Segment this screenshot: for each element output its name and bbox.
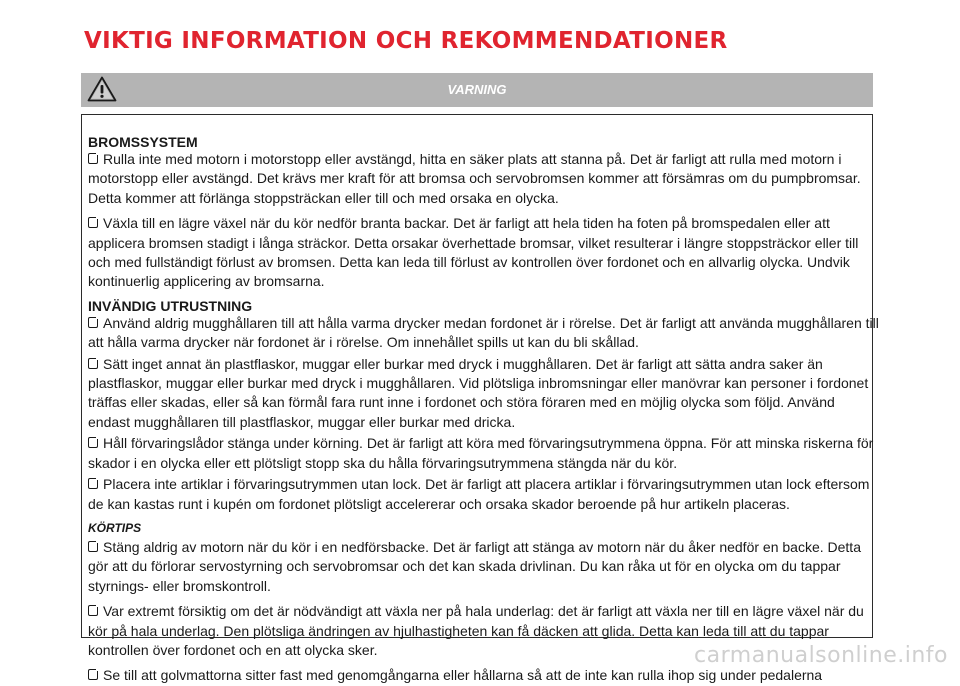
checkbox-bullet-icon [88, 437, 98, 448]
paragraph [88, 434, 880, 473]
section-heading-kortips: KÖRTIPS [88, 520, 142, 535]
paragraph-line: Detta kommer att förlänga stoppsträckan eller till och med orsaka en olycka. [88, 189, 559, 206]
paragraph-line: Sätt inget annat än plastflaskor, muggar eller burkar med dryck i mugghållaren. Det är farligt att sätta andra saker än [103, 355, 823, 372]
paragraph-line: motorstopp eller avstängd. Det krävs mer kraft för att bromsa och servobromsen kommer att försämras om du pumpbromsar. [88, 170, 861, 187]
paragraph-line: träffas eller skadas, eller så kan förmål fara runt inne i fordonet och störa föraren med en möjlig olycka som följd. Använd [88, 394, 835, 411]
section-heading-invandig-utrustning: INVÄNDIG UTRUSTNING [88, 297, 253, 314]
watermark: carmanualsonline.info [694, 643, 948, 668]
paragraph-line: kontrollen över fordonet och en att olycka sker. [88, 641, 378, 658]
paragraph [88, 314, 880, 353]
paragraph-line: Använd aldrig mugghållaren till att hålla varma drycker medan fordonet är i rörelse. Det är farligt att använda mugghållaren till [103, 314, 879, 331]
paragraph [88, 475, 880, 514]
paragraph-line: Håll förvaringslådor stänga under körning. Det är farligt att köra med förvaringsutrymmena öppna. För att minska riskerna för [103, 435, 874, 452]
paragraph-line: och med fullständigt förlust av bromsen. Detta kan leda till förlust av kontrollen över fordonet och en allvarlig olycka. Undvik [88, 254, 850, 271]
paragraph-line: endast mugghållaren till plastflaskor, muggar eller burkar med dricka. [88, 413, 516, 430]
checkbox-bullet-icon [88, 478, 98, 489]
paragraph [88, 666, 880, 685]
paragraph [88, 538, 880, 596]
paragraph-line: kontinuerlig applicering av bromsarna. [88, 273, 325, 290]
paragraph-line: Placera inte artiklar i förvaringsutrymmen utan lock. Det är farligt att placera artiklar i förvaringsutrymmen utan lock eftersom [103, 476, 870, 493]
paragraph-line: Stäng aldrig av motorn när du kör i en nedförsbacke. Det är farligt att stänga av motorn när du åker nedför en backe. Detta [103, 538, 861, 555]
paragraph-line: kör på hala underlag. Den plötsliga ändringen av hjulhastigheten kan få däcken att glida. Detta kan leda till att du tappar [88, 622, 829, 639]
checkbox-bullet-icon [88, 669, 98, 680]
paragraph-line: Var extremt försiktig om det är nödvändigt att växla ner på hala underlag: det är farligt att växla ner till en lägre växel när du [103, 603, 864, 620]
paragraph-line: Växla till en lägre växel när du kör nedför branta backar. Det är farligt att hela tiden ha foten på bromspedalen eller att [103, 215, 830, 232]
paragraph-line: applicera bromsen stadigt i långa sträckor. Detta orsakar överhettade bromsar, vilket resulterar i längre stoppsträckor eller till [88, 234, 859, 251]
paragraph [88, 150, 880, 208]
paragraph-line: de kan kastas runt i kupén om fordonet plötsligt accelererar och orsaka skador beroende på hur artikeln placeras. [88, 495, 790, 512]
paragraph-line: att hålla varma drycker när fordonet är i rörelse. Om innehållet spills ut kan du bli skållad. [88, 334, 639, 351]
section-heading-bromssystem: BROMSSYSTEM [88, 134, 198, 150]
paragraph-line: plastflaskor, muggar eller burkar med dryck i mugghållaren. Vid plötsliga inbromsningar eller manövrar kan personer i fordonet [88, 375, 869, 392]
warning-content [88, 134, 880, 686]
paragraph [88, 355, 880, 433]
checkbox-bullet-icon [88, 605, 98, 616]
page-title: VIKTIG INFORMATION OCH REKOMMENDATIONER [84, 28, 728, 54]
paragraph-line: styrnings- eller bromskontroll. [88, 577, 271, 594]
paragraph [88, 214, 880, 292]
checkbox-bullet-icon [88, 153, 98, 164]
paragraph-line: skador i en olycka eller ett plötsligt stopp ska du hålla förvaringsutrymmena stängda när du kör. [88, 454, 678, 471]
checkbox-bullet-icon [88, 358, 98, 369]
paragraph-line: gör att du förlorar servostyrning och servobromsar och det kan skada drivlinan. Du kan råka ut för en olycka om du tappar [88, 558, 841, 575]
paragraph-line: Se till att golvmattorna sitter fast med genomgångarna eller hållarna så att de inte kan rulla ihop sig under pedalerna [103, 667, 823, 684]
warning-banner [81, 73, 873, 107]
checkbox-bullet-icon [88, 317, 98, 328]
warning-label: VARNING [447, 82, 507, 97]
checkbox-bullet-icon [88, 217, 98, 228]
paragraph-line: Rulla inte med motorn i motorstopp eller avstängd, hitta en säker plats att stanna på. Det är farligt att rulla med motorn i [103, 151, 842, 167]
checkbox-bullet-icon [88, 541, 98, 552]
